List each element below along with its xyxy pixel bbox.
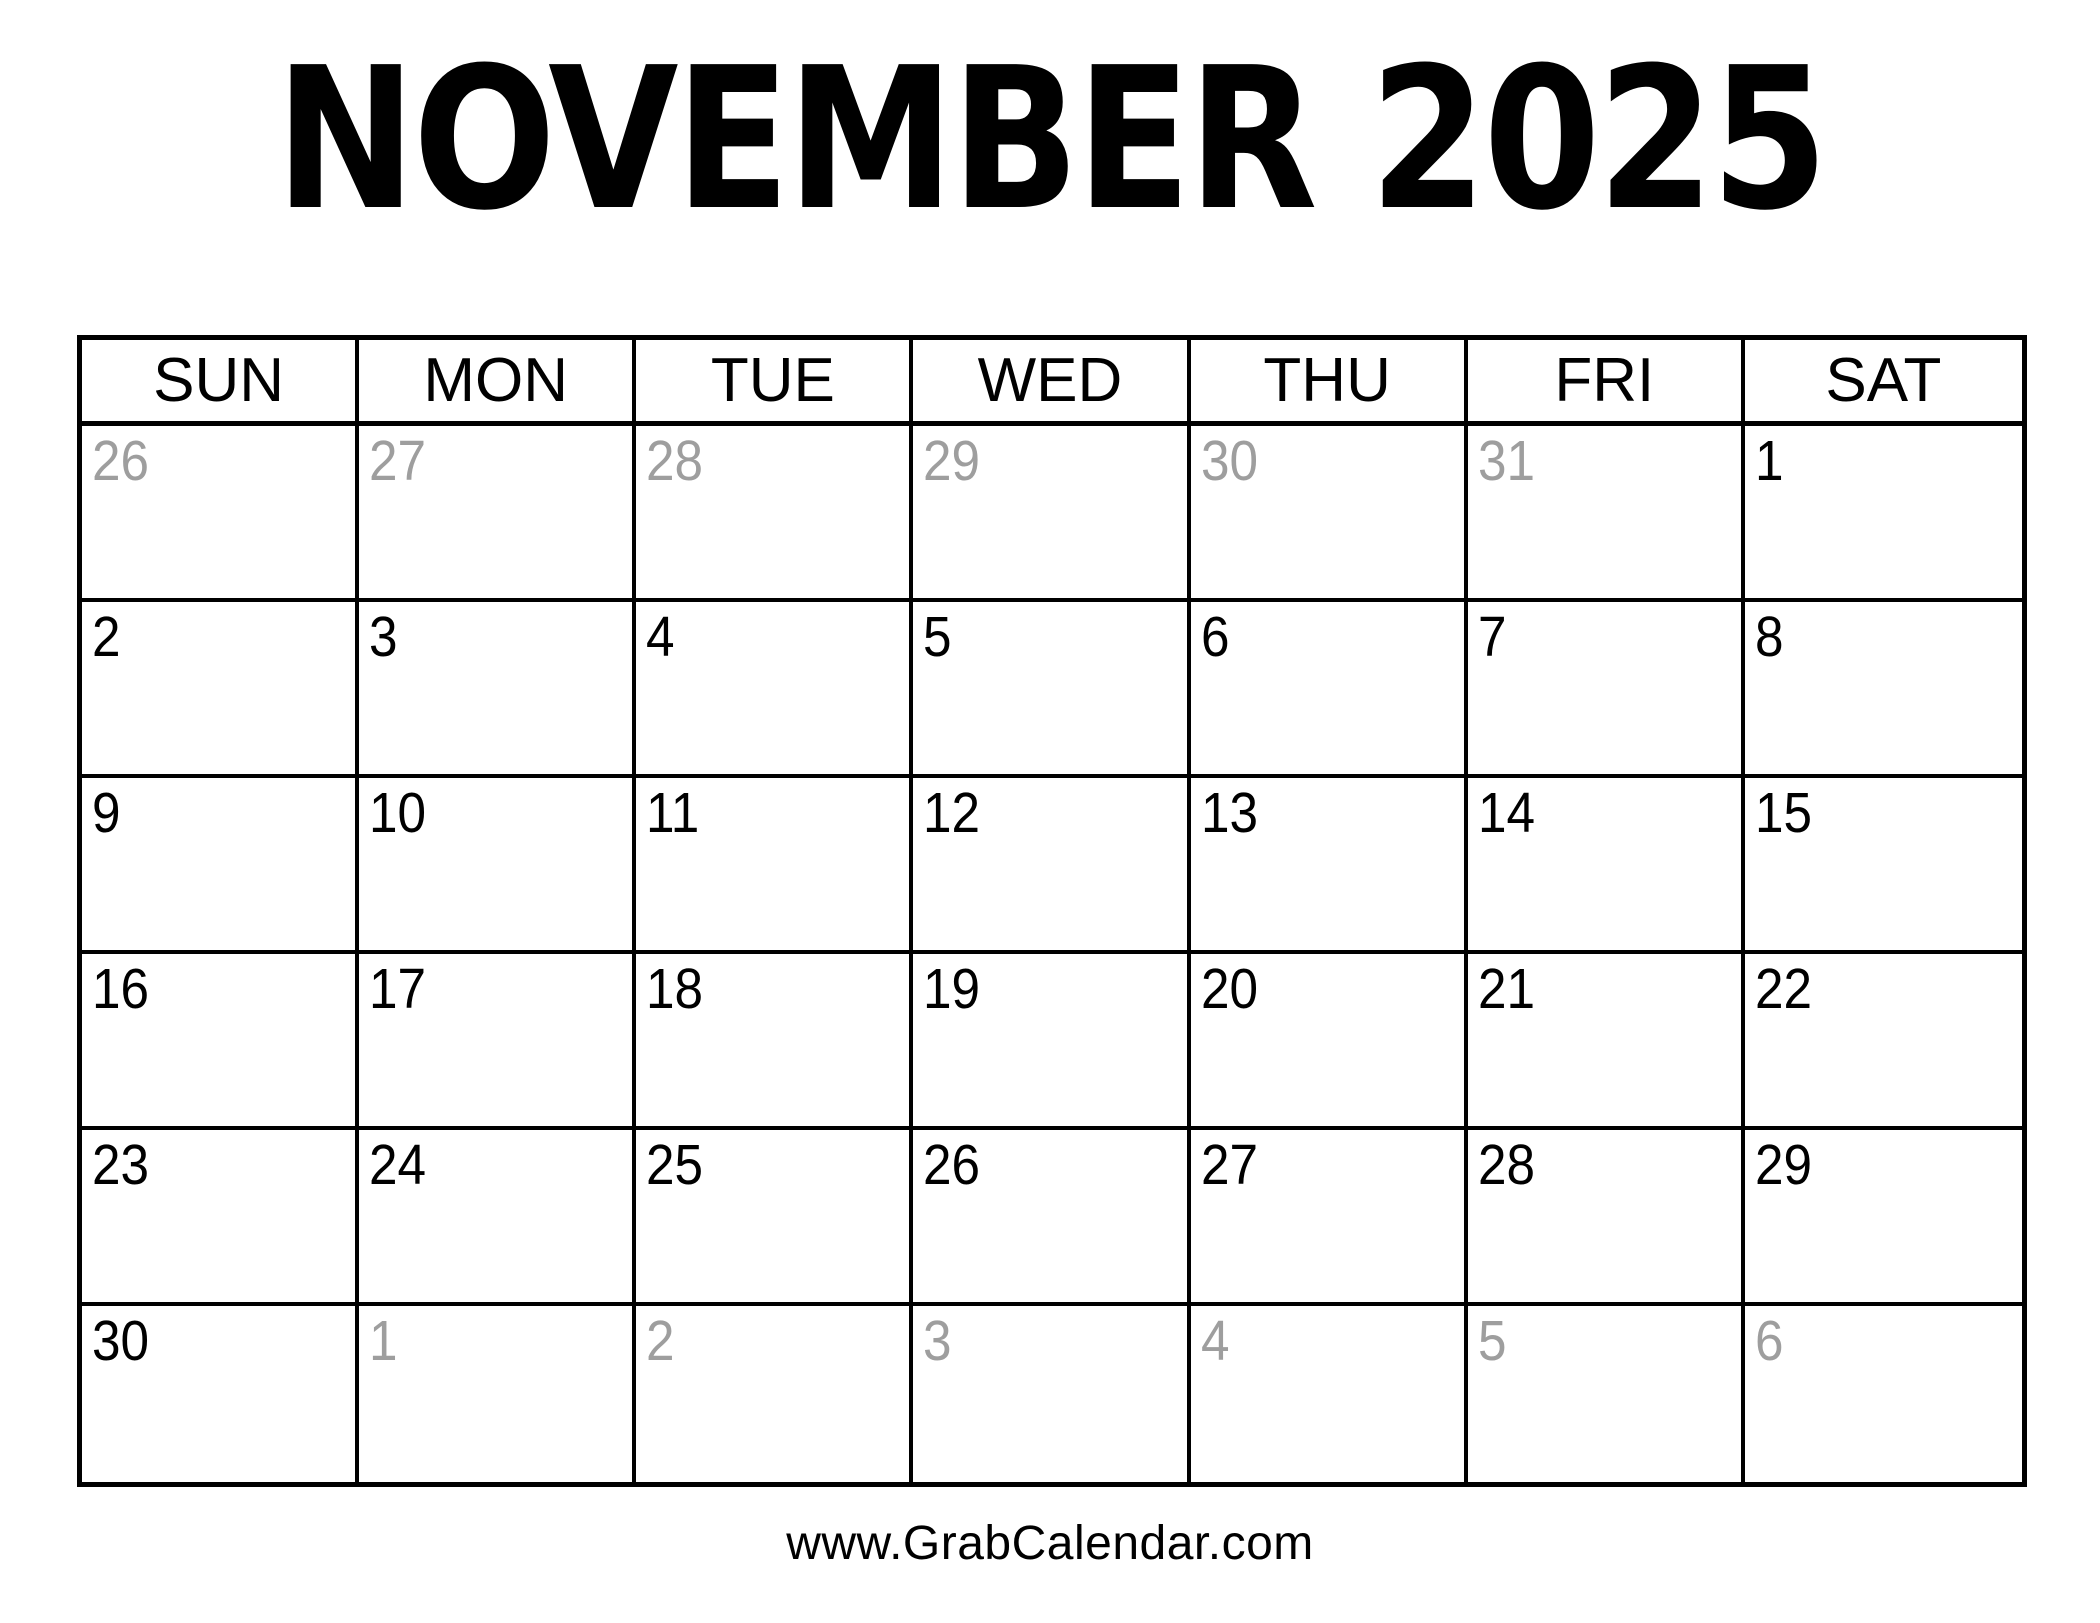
day-number: 19 — [923, 957, 981, 1021]
day-cell — [82, 1306, 359, 1482]
calendar-grid — [77, 335, 2027, 1487]
day-number: 5 — [923, 605, 952, 669]
day-number: 30 — [92, 1309, 150, 1373]
day-number: 20 — [1200, 957, 1258, 1021]
day-number: 4 — [1200, 1309, 1230, 1373]
day-cell — [82, 426, 359, 602]
day-cell — [1191, 602, 1468, 778]
day-number: 3 — [923, 1309, 952, 1373]
day-cell — [82, 1130, 359, 1306]
day-cell — [1468, 426, 1745, 602]
day-number: 30 — [1200, 429, 1258, 493]
day-cell — [1745, 602, 2022, 778]
day-number: 31 — [1477, 429, 1535, 493]
day-number: 11 — [646, 781, 700, 845]
day-cell — [82, 954, 359, 1130]
day-number: 2 — [92, 605, 121, 669]
day-number: 21 — [1477, 957, 1535, 1021]
day-number: 22 — [1754, 957, 1812, 1021]
day-cell — [1745, 954, 2022, 1130]
day-number: 26 — [92, 429, 150, 493]
day-number: 29 — [923, 429, 981, 493]
day-cell — [636, 1306, 913, 1482]
day-number: 6 — [1200, 605, 1230, 669]
day-number: 27 — [369, 429, 427, 493]
day-number: 23 — [92, 1133, 150, 1197]
footer-url: www.GrabCalendar.com — [786, 1517, 1314, 1570]
day-cell — [1191, 954, 1468, 1130]
weekday-header-wed: WED — [913, 340, 1190, 426]
day-number: 17 — [369, 957, 427, 1021]
day-cell — [1745, 1306, 2022, 1482]
day-cell — [636, 426, 913, 602]
day-number: 12 — [923, 781, 981, 845]
month-title: NOVEMBER 2025 — [275, 26, 1825, 254]
day-number: 28 — [646, 429, 704, 493]
day-cell — [636, 954, 913, 1130]
day-number: 27 — [1200, 1133, 1258, 1197]
day-cell — [1468, 1306, 1745, 1482]
day-cell — [1191, 426, 1468, 602]
day-cell — [1745, 426, 2022, 602]
day-number: 9 — [92, 781, 121, 845]
day-cell — [1468, 602, 1745, 778]
day-cell — [636, 602, 913, 778]
day-number: 5 — [1477, 1309, 1507, 1373]
day-cell — [913, 954, 1190, 1130]
day-number: 1 — [1754, 429, 1784, 493]
day-cell — [82, 602, 359, 778]
day-cell — [1745, 778, 2022, 954]
day-cell — [1468, 778, 1745, 954]
weekday-header-sat: SAT — [1745, 340, 2022, 426]
day-cell — [1191, 778, 1468, 954]
day-cell — [913, 426, 1190, 602]
day-cell — [359, 426, 636, 602]
day-cell — [1191, 1306, 1468, 1482]
day-number: 7 — [1477, 605, 1507, 669]
day-cell — [359, 954, 636, 1130]
day-number: 26 — [923, 1133, 981, 1197]
day-cell — [1745, 1130, 2022, 1306]
day-number: 25 — [646, 1133, 704, 1197]
day-number: 29 — [1754, 1133, 1812, 1197]
day-number: 16 — [92, 957, 150, 1021]
day-cell — [359, 602, 636, 778]
day-number: 1 — [369, 1309, 398, 1373]
day-number: 28 — [1477, 1133, 1535, 1197]
day-number: 10 — [369, 781, 427, 845]
weekday-header-thu: THU — [1191, 340, 1468, 426]
day-cell — [359, 1130, 636, 1306]
day-number: 4 — [646, 605, 675, 669]
day-number: 6 — [1754, 1309, 1784, 1373]
day-number: 8 — [1754, 605, 1784, 669]
day-number: 3 — [369, 605, 398, 669]
day-cell — [913, 1130, 1190, 1306]
day-cell — [82, 778, 359, 954]
day-cell — [1468, 1130, 1745, 1306]
day-number: 18 — [646, 957, 704, 1021]
day-cell — [359, 778, 636, 954]
day-number: 2 — [646, 1309, 675, 1373]
weekday-header-mon: MON — [359, 340, 636, 426]
day-cell — [636, 778, 913, 954]
day-cell — [1191, 1130, 1468, 1306]
day-cell — [636, 1130, 913, 1306]
day-cell — [913, 778, 1190, 954]
day-number: 15 — [1754, 781, 1812, 845]
weekday-header-sun: SUN — [82, 340, 359, 426]
day-cell — [913, 1306, 1190, 1482]
day-number: 14 — [1477, 781, 1535, 845]
day-cell — [1468, 954, 1745, 1130]
day-number: 13 — [1200, 781, 1258, 845]
day-cell — [359, 1306, 636, 1482]
weekday-header-tue: TUE — [636, 340, 913, 426]
weekday-header-fri: FRI — [1468, 340, 1745, 426]
day-cell — [913, 602, 1190, 778]
day-number: 24 — [369, 1133, 427, 1197]
